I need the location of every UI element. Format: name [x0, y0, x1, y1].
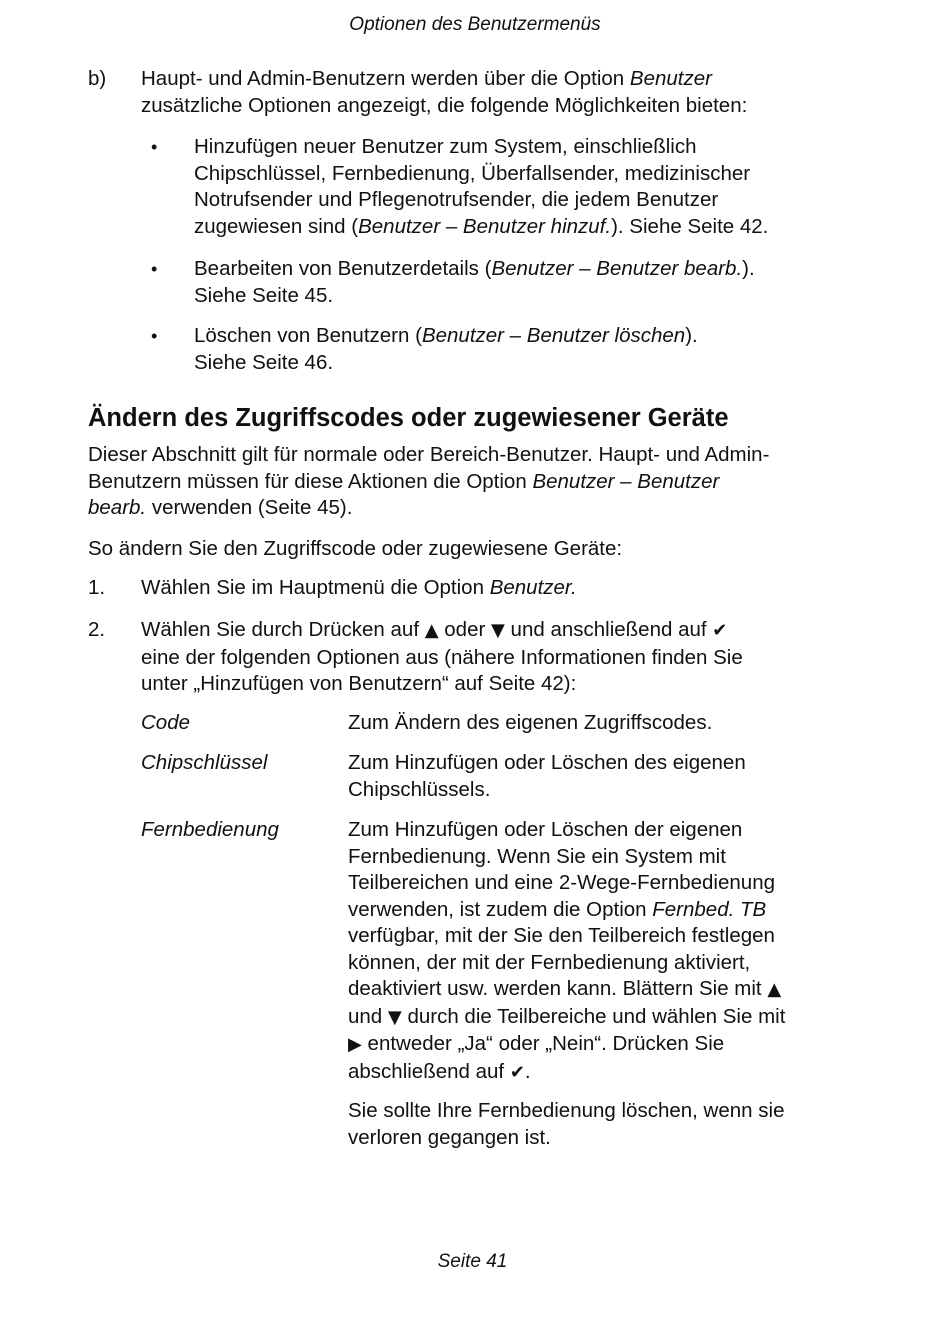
running-header: Optionen des Benutzermenüs — [349, 14, 601, 35]
procedure-intro: So ändern Sie den Zugriffscode oder zugewiesene Geräte: — [88, 537, 623, 560]
bullet-item-delete-user: Löschen von Benutzern (Benutzer – Benutzer löschen). Siehe Seite 46. — [194, 324, 698, 374]
list-marker-b: b) — [88, 67, 107, 90]
option-note-remote: Sie sollte Ihre Fernbedienung löschen, wenn sie verloren gegangen ist. — [348, 1099, 785, 1149]
bullet-item-edit-user: Bearbeiten von Benutzerdetails (Benutzer – Benutzer bearb.). Siehe Seite 45. — [194, 257, 755, 307]
step-1-text: Wählen Sie im Hauptmenü die Option Benutzer. — [141, 576, 577, 599]
step-2-text: Wählen Sie durch Drücken auf ▲ oder ▼ und anschließend auf ✔ eine der folgenden Optionen aus (nähere Informationen finden Sie unter „Hinzufügen von Benutzern“ auf Seite 42): — [141, 618, 743, 695]
up-arrow-icon: ▲ — [767, 979, 782, 1000]
down-arrow-icon: ▼ — [491, 620, 505, 641]
option-desc-remote: Zum Hinzufügen oder Löschen der eigenen Fernbedienung. Wenn Sie ein System mit Teilbereichen und eine 2-Wege-Fernbedienung verwenden, ist zudem die Option Fernbed. TB verfügbar, mit der Sie den Teilbereich festlegen können, der mit der Fernbedienung aktiviert, deaktiviert usw. werden kann. Blättern Sie mit ▲ und ▼ durch die Teilbereiche und wählen Sie mit ▶ entweder „Ja“ oder „Nein“. Drücken Sie abschließend auf ✔. — [348, 818, 786, 1083]
bullet-symbol: • — [151, 137, 158, 157]
option-term-remote: Fernbedienung — [141, 818, 279, 841]
section-heading: Ändern des Zugriffscodes oder zugewiesener Geräte — [88, 404, 729, 432]
section-b-intro: Haupt- und Admin-Benutzern werden über die Option Benutzer zusätzliche Optionen angezeigt, die folgende Möglichkeiten bieten: — [141, 67, 748, 117]
check-icon: ✔ — [712, 620, 728, 641]
option-term-chip: Chipschlüssel — [141, 751, 268, 774]
up-arrow-icon: ▲ — [424, 620, 439, 641]
step-number: 1. — [88, 576, 106, 599]
right-arrow-icon: ▶ — [348, 1034, 362, 1055]
down-arrow-icon: ▼ — [387, 1006, 402, 1028]
option-desc-chip: Zum Hinzufügen oder Löschen des eigenen Chipschlüssels. — [348, 751, 746, 801]
page-number: Seite 41 — [437, 1251, 508, 1272]
check-icon: ✔ — [509, 1061, 525, 1083]
option-desc-code: Zum Ändern des eigenen Zugriffscodes. — [348, 711, 713, 734]
section-intro-paragraph: Dieser Abschnitt gilt für normale oder Bereich-Benutzer. Haupt- und Admin- Benutzern müssen für diese Aktionen die Option Benutzer – Benutzer bearb. verwenden (Seite 45). — [88, 443, 770, 519]
bullet-symbol: • — [151, 259, 158, 279]
bullet-item-add-user: Hinzufügen neuer Benutzer zum System, einschließlich Chipschlüssel, Fernbedienung, Überfallsender, medizinischer Notrufsender und Pflegenotrufsender, die jedem Benutzer zugewiesen sind (Benutzer – Benutzer hinzuf.). Siehe Seite 42. — [194, 135, 769, 238]
step-number: 2. — [88, 618, 106, 641]
bullet-symbol: • — [151, 326, 158, 346]
option-term-code: Code — [141, 711, 191, 734]
